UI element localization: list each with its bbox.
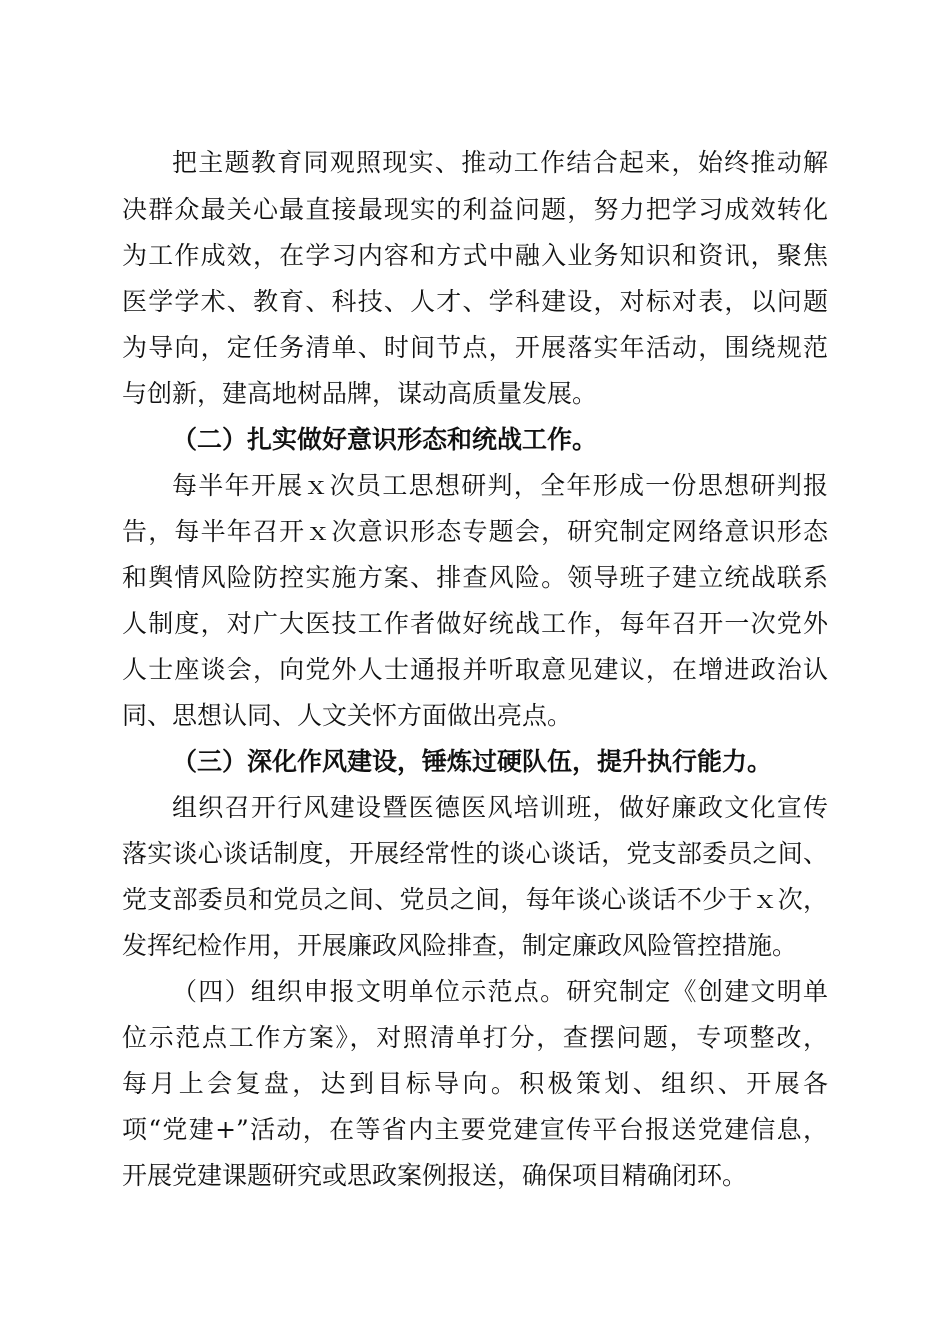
paragraph-1-line-5: 为导向，定任务清单、时间节点，开展落实年活动，围绕规范 <box>122 333 828 362</box>
paragraph-3-line-3: 党支部委员和党员之间、党员之间，每年谈心谈话不少于ｘ次， <box>122 885 828 914</box>
paragraph-2-line-1: 每半年开展ｘ次员工思想研判，全年形成一份思想研判报 <box>172 471 828 500</box>
paragraph-1-line-6: 与创新，建高地树品牌，谋动高质量发展。 <box>122 379 598 408</box>
paragraph-2-line-2: 告，每半年召开ｘ次意识形态专题会，研究制定网络意识形态 <box>122 517 828 546</box>
section-heading-3: （三）深化作风建设，锤炼过硬队伍，提升执行能力。 <box>172 747 773 776</box>
paragraph-4-line-4: 项“党建+”活动，在等省内主要党建宣传平台报送党建信息， <box>122 1115 828 1144</box>
paragraph-4-line-1: （四）组织申报文明单位示范点。研究制定《创建文明单 <box>172 977 828 1006</box>
paragraph-3-line-2: 落实谈心谈话制度，开展经常性的谈心谈话，党支部委员之间、 <box>122 839 828 868</box>
paragraph-3-line-4: 发挥纪检作用，开展廉政风险排查，制定廉政风险管控措施。 <box>122 931 798 960</box>
paragraph-2-line-6: 同、思想认同、人文关怀方面做出亮点。 <box>122 701 573 730</box>
paragraph-2-line-5: 人士座谈会，向党外人士通报并听取意见建议，在增进政治认 <box>122 655 828 684</box>
paragraph-2-line-4: 人制度，对广大医技工作者做好统战工作，每年召开一次党外 <box>122 609 828 638</box>
paragraph-4-line-5: 开展党建课题研究或思政案例报送，确保项目精确闭环。 <box>122 1161 748 1190</box>
section-heading-2: （二）扎实做好意识形态和统战工作。 <box>172 425 598 454</box>
paragraph-1-line-2: 决群众最关心最直接最现实的利益问题，努力把学习成效转化 <box>122 195 828 224</box>
paragraph-1-line-1: 把主题教育同观照现实、推动工作结合起来，始终推动解 <box>172 148 828 177</box>
paragraph-2-line-3: 和舆情风险防控实施方案、排查风险。领导班子建立统战联系 <box>122 563 828 592</box>
paragraph-4-line-2: 位示范点工作方案》，对照清单打分，查摆问题，专项整改， <box>122 1023 828 1052</box>
paragraph-3-line-1: 组织召开行风建设暨医德医风培训班，做好廉政文化宣传 <box>172 793 828 822</box>
paragraph-1-line-4: 医学学术、教育、科技、人才、学科建设，对标对表，以问题 <box>122 287 828 316</box>
paragraph-4-line-3: 每月上会复盘，达到目标导向。积极策划、组织、开展各 <box>122 1069 828 1098</box>
paragraph-1-line-3: 为工作成效，在学习内容和方式中融入业务知识和资讯，聚焦 <box>122 241 828 270</box>
